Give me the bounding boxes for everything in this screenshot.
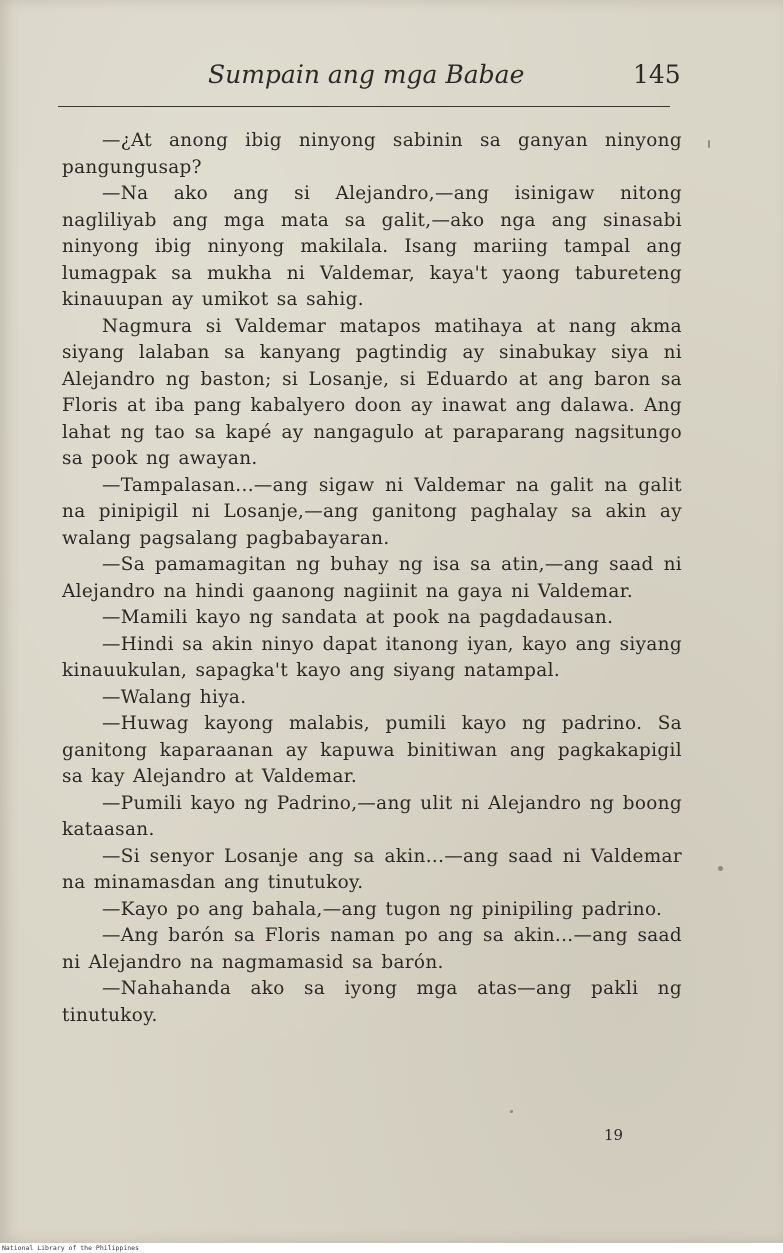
paragraph: —Tampalasan...—ang sigaw ni Valdemar na galit na galit na pinipigil ni Losanje,—ang ganitong paghalay sa akin ay walang pagsalang pagbabayaran. — [62, 474, 682, 549]
running-title: Sumpain ang mga Babae — [208, 60, 525, 89]
footer-credit: National Library of the Philippines — [2, 1244, 139, 1252]
running-header — [0, 60, 783, 100]
signature-mark: 19 — [604, 1126, 624, 1144]
page-number: 145 — [633, 60, 681, 89]
text-body — [62, 128, 682, 1029]
paragraph: —Huwag kayong malabis, pumili kayo ng padrino. Sa ganitong kaparaanan ay kapuwa binitiwan ang pagkakapigil sa kay Alejandro at Valdemar. — [62, 713, 682, 787]
paragraph: Nagmura si Valdemar matapos matihaya at nang akma siyang lalaban sa kanyang pagtindig ay sinabukay siya ni Alejandro ng baston; si Losanje, si Eduardo at ang baron sa Floris at iba pang kabalyero doon ay inawat ang dalawa. Ang lahat ng tao sa kapé ay nangagulo at paraparang nagsitungo sa pook ng awayan. — [62, 315, 682, 469]
paragraph: —Si senyor Losanje ang sa akin...—ang saad ni Valdemar na minamasdan ang tinutukoy. — [62, 845, 682, 893]
paper-speck — [718, 866, 723, 871]
paper-speck — [510, 1110, 513, 1113]
paragraph: —Nahahanda ako sa iyong mga atas—ang pakli ng tinutukoy. — [62, 978, 682, 1026]
paragraph: —Walang hiya. — [102, 686, 247, 708]
paragraph: —Pumili kayo ng Padrino,—ang ulit ni Alejandro ng boong kataasan. — [62, 792, 682, 840]
paragraph: —Mamili kayo ng sandata at pook na pagdadausan. — [102, 607, 614, 628]
paragraph: —Sa pamamagitan ng buhay ng isa sa atin,—ang saad ni Alejandro na hindi gaanong nagiinit na gaya ni Valdemar. — [62, 554, 682, 602]
paragraph: —Hindi sa akin ninyo dapat itanong iyan, kayo ang siyang kinauukulan, sapagka't kayo ang siyang natampal. — [62, 633, 682, 681]
paragraph: —Na ako ang si Alejandro,—ang isinigaw nitong nagliliyab ang mga mata sa galit,—ako nga ang sinasabi ninyong ibig ninyong makilala. Isang mariing tampal ang lumagpak sa mukha ni Valdemar, kaya't yaong tabureteng kinauupan ay umikot sa sahig. — [62, 183, 682, 310]
paragraph: —¿At anong ibig ninyong sabinin sa ganyan ninyong pangungusap? — [62, 130, 682, 178]
paragraph: —Ang barón sa Floris naman po ang sa akin...—ang saad ni Alejandro na nagmamasid sa barón. — [62, 925, 682, 973]
paragraph: —Kayo po ang bahala,—ang tugon ng pinipiling padrino. — [102, 898, 663, 920]
header-rule — [58, 106, 670, 107]
paper-speck — [708, 140, 710, 148]
